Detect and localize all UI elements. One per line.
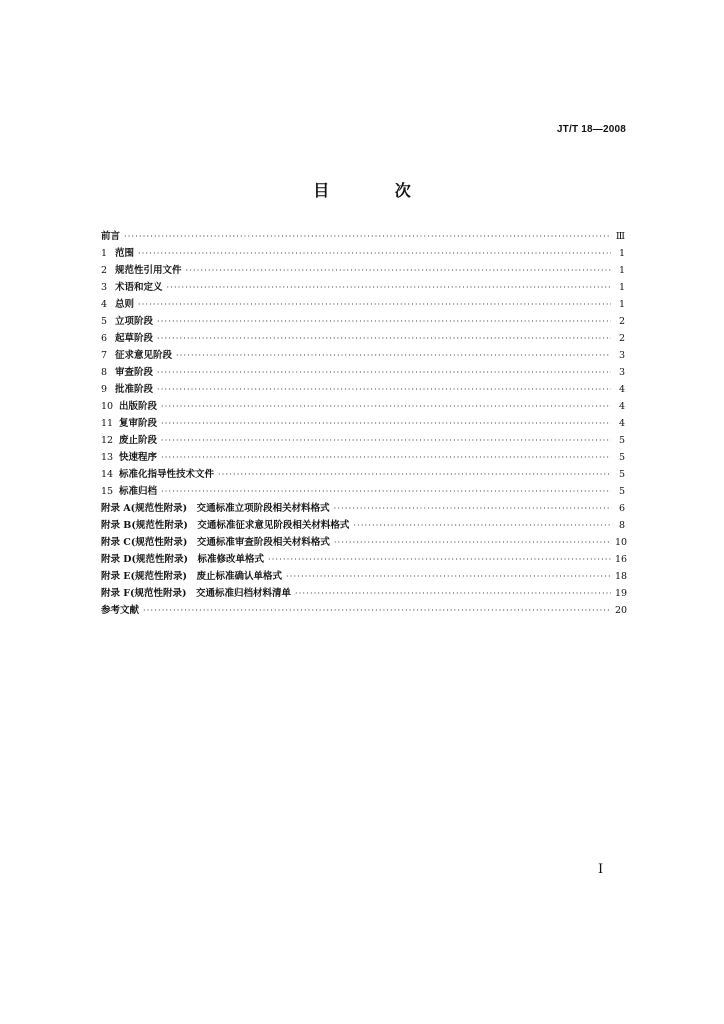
toc-entry-number: 5 <box>101 316 108 327</box>
toc-dot-leader <box>157 364 611 381</box>
toc-entry[interactable] <box>101 279 625 296</box>
toc-dot-leader <box>295 585 611 602</box>
toc-entry-label: 附录 C(规范性附录) 交通标准审查阶段相关材料格式 <box>101 537 330 548</box>
toc-entry-page: 5 <box>618 435 625 446</box>
toc-entry-label: 复审阶段 <box>119 418 158 429</box>
toc-entry-number: 14 <box>101 469 114 480</box>
toc-entry-page: 20 <box>615 605 628 616</box>
table-of-contents <box>101 228 628 619</box>
toc-entry[interactable] <box>101 551 628 568</box>
toc-entry-label: 术语和定义 <box>115 282 163 293</box>
toc-entry-label: 附录 F(规范性附录) 交通标准归档材料清单 <box>101 588 292 599</box>
toc-entry-label: 参考文献 <box>101 605 140 616</box>
toc-entry[interactable] <box>101 449 625 466</box>
toc-entry-label: 标准化指导性技术文件 <box>119 469 215 480</box>
toc-entry[interactable] <box>101 500 625 517</box>
toc-entry[interactable] <box>101 330 625 347</box>
toc-entry-label: 附录 A(规范性附录) 交通标准立项阶段相关材料格式 <box>101 503 330 514</box>
toc-entry[interactable] <box>101 296 625 313</box>
toc-dot-leader <box>334 500 611 517</box>
toc-entry[interactable] <box>101 245 625 262</box>
toc-entry-number: 1 <box>101 248 108 259</box>
toc-entry-page: 2 <box>618 316 625 327</box>
toc-entry-label: 审查阶段 <box>115 367 154 378</box>
toc-entry-number: 15 <box>101 486 114 497</box>
toc-entry-number: 9 <box>101 384 108 395</box>
toc-entry-page: 1 <box>618 299 625 310</box>
toc-dot-leader <box>353 517 611 534</box>
toc-entry-page: 1 <box>618 248 625 259</box>
toc-dot-leader <box>124 228 611 245</box>
toc-entry-label: 附录 B(规范性附录) 交通标准征求意见阶段相关材料格式 <box>101 520 350 531</box>
toc-entry-label: 附录 E(规范性附录) 废止标准确认单格式 <box>101 571 283 582</box>
toc-entry-label: 废止阶段 <box>119 435 158 446</box>
toc-entry-number: 6 <box>101 333 108 344</box>
toc-dot-leader <box>157 313 611 330</box>
toc-entry-page: 6 <box>618 503 625 514</box>
toc-dot-leader <box>143 602 611 619</box>
toc-entry-page: 19 <box>615 588 628 599</box>
toc-entry-label: 立项阶段 <box>115 316 154 327</box>
toc-dot-leader <box>161 483 611 500</box>
toc-entry[interactable] <box>101 398 625 415</box>
toc-entry-page: 18 <box>615 571 628 582</box>
toc-entry[interactable] <box>101 432 625 449</box>
toc-entry-page: 4 <box>618 384 625 395</box>
toc-entry[interactable] <box>101 262 625 279</box>
toc-dot-leader <box>286 568 611 585</box>
toc-entry-page: 4 <box>618 401 625 412</box>
toc-entry-number: 13 <box>101 452 114 463</box>
toc-entry-label: 起草阶段 <box>115 333 154 344</box>
toc-entry-label: 总则 <box>115 299 135 310</box>
standard-code: JT/T 18—2008 <box>556 124 626 135</box>
toc-entry-label: 附录 D(规范性附录) 标准修改单格式 <box>101 554 265 565</box>
toc-dot-leader <box>218 466 611 483</box>
toc-dot-leader <box>157 381 611 398</box>
toc-entry-label: 批准阶段 <box>115 384 154 395</box>
toc-entry-page: 3 <box>618 350 625 361</box>
toc-dot-leader <box>186 262 611 279</box>
toc-dot-leader <box>138 245 611 262</box>
toc-entry-label: 范围 <box>115 248 135 259</box>
toc-entry-page: 1 <box>618 265 625 276</box>
toc-entry-number: 2 <box>101 265 108 276</box>
toc-dot-leader <box>157 330 611 347</box>
toc-entry-page: 5 <box>618 452 625 463</box>
toc-entry-label: 规范性引用文件 <box>115 265 182 276</box>
toc-entry[interactable] <box>101 381 625 398</box>
toc-dot-leader <box>161 398 611 415</box>
toc-entry-page: 2 <box>618 333 625 344</box>
toc-entry[interactable] <box>101 364 625 381</box>
toc-entry[interactable] <box>101 568 628 585</box>
toc-entry-number: 12 <box>101 435 114 446</box>
toc-entry-page: 5 <box>618 486 625 497</box>
toc-entry-number: 11 <box>101 418 114 429</box>
toc-entry-label: 标准归档 <box>119 486 158 497</box>
toc-entry-page: 3 <box>618 367 625 378</box>
toc-entry[interactable] <box>101 534 628 551</box>
toc-entry-label: 出版阶段 <box>119 401 158 412</box>
toc-entry-number: 4 <box>101 299 108 310</box>
toc-entry-page: 5 <box>618 469 625 480</box>
toc-entry[interactable] <box>101 585 628 602</box>
toc-dot-leader <box>334 534 611 551</box>
toc-entry[interactable] <box>101 483 625 500</box>
toc-entry[interactable] <box>101 517 625 534</box>
toc-entry-number: 8 <box>101 367 108 378</box>
toc-entry-page: 4 <box>618 418 625 429</box>
toc-entry[interactable] <box>101 347 625 364</box>
toc-entry[interactable] <box>101 313 625 330</box>
toc-entry[interactable] <box>101 602 628 619</box>
toc-entry-number: 10 <box>101 401 114 412</box>
toc-entry-label: 快速程序 <box>119 452 158 463</box>
toc-entry-label: 征求意见阶段 <box>115 350 173 361</box>
toc-entry[interactable] <box>101 415 625 432</box>
toc-dot-leader <box>161 449 611 466</box>
toc-dot-leader <box>161 432 611 449</box>
toc-entry-number: 3 <box>101 282 108 293</box>
page-title: 目 次 <box>313 181 441 200</box>
toc-entry[interactable] <box>101 228 625 245</box>
toc-entry-page: 16 <box>615 554 628 565</box>
toc-dot-leader <box>167 279 611 296</box>
toc-dot-leader <box>161 415 611 432</box>
toc-dot-leader <box>176 347 611 364</box>
page-number: I <box>598 862 604 877</box>
toc-entry-number: 7 <box>101 350 108 361</box>
toc-entry-label: 前言 <box>101 231 121 242</box>
toc-entry[interactable] <box>101 466 625 483</box>
toc-entry-page: Ⅲ <box>615 231 625 242</box>
toc-entry-page: 8 <box>618 520 625 531</box>
toc-entry-page: 1 <box>618 282 625 293</box>
toc-dot-leader <box>138 296 611 313</box>
toc-entry-page: 10 <box>615 537 628 548</box>
toc-dot-leader <box>268 551 611 568</box>
